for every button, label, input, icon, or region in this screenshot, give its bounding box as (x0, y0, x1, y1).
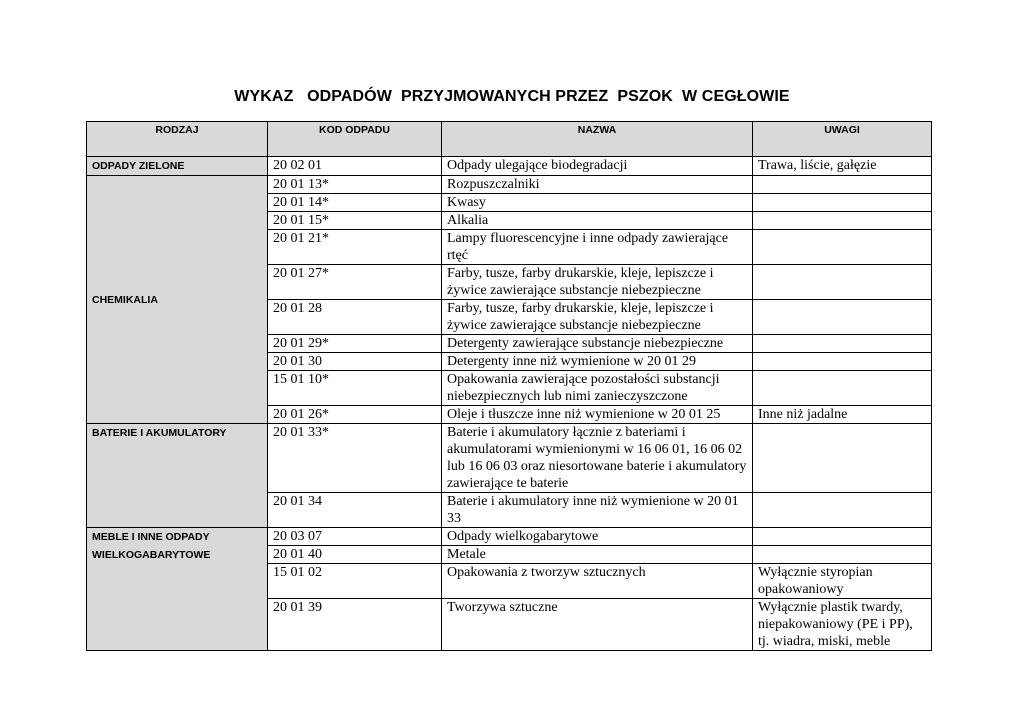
uwagi-cell: Wyłącznie styropian opakowaniowy (753, 564, 932, 599)
uwagi-cell (753, 493, 932, 528)
table-row (87, 176, 932, 194)
kod-cell: 15 01 10* (268, 371, 442, 406)
nazwa-cell: Odpady wielkogabarytowe (442, 528, 753, 546)
kod-cell: 20 01 15* (268, 212, 442, 230)
kod-cell: 20 01 40 (268, 546, 442, 564)
waste-table (86, 121, 932, 651)
kod-cell: 20 01 13* (268, 176, 442, 194)
nazwa-cell: Baterie i akumulatory łącznie z bateriami i akumulatorami wymienionymi w 16 06 01, 16 06 02 lub 16 06 03 oraz niesortowane baterie i akumulatory zawierające te baterie (442, 424, 753, 493)
uwagi-cell (753, 371, 932, 406)
nazwa-cell: Tworzywa sztuczne (442, 599, 753, 651)
kod-cell: 15 01 02 (268, 564, 442, 599)
table-row (87, 528, 932, 546)
uwagi-cell (753, 194, 932, 212)
kod-cell: 20 01 21* (268, 230, 442, 265)
nazwa-cell: Farby, tusze, farby drukarskie, kleje, lepiszcze i żywice zawierające substancje niebezpieczne (442, 265, 753, 300)
kod-cell: 20 03 07 (268, 528, 442, 546)
uwagi-cell (753, 335, 932, 353)
uwagi-cell (753, 176, 932, 194)
nazwa-cell: Oleje i tłuszcze inne niż wymienione w 20 01 25 (442, 406, 753, 424)
nazwa-cell: Rozpuszczalniki (442, 176, 753, 194)
kod-cell: 20 01 30 (268, 353, 442, 371)
table-row (87, 424, 932, 493)
nazwa-cell: Lampy fluorescencyjne i inne odpady zawierające rtęć (442, 230, 753, 265)
uwagi-cell (753, 424, 932, 493)
category-cell: BATERIE I AKUMULATORY (87, 424, 268, 528)
uwagi-cell (753, 265, 932, 300)
header-uwagi: UWAGI (753, 122, 932, 157)
kod-cell: 20 01 34 (268, 493, 442, 528)
uwagi-cell (753, 353, 932, 371)
header-rodzaj: RODZAJ (87, 122, 268, 157)
header-kod-odpadu: KOD ODPADU (268, 122, 442, 157)
uwagi-cell: Wyłącznie plastik twardy, niepakowaniowy (PE i PP), tj. wiadra, miski, meble (753, 599, 932, 651)
kod-cell: 20 01 26* (268, 406, 442, 424)
kod-cell: 20 01 39 (268, 599, 442, 651)
uwagi-cell (753, 212, 932, 230)
uwagi-cell (753, 528, 932, 546)
header-row (87, 122, 932, 157)
nazwa-cell: Baterie i akumulatory inne niż wymienione w 20 01 33 (442, 493, 753, 528)
kod-cell: 20 02 01 (268, 157, 442, 176)
category-cell: CHEMIKALIA (87, 176, 268, 424)
kod-cell: 20 01 33* (268, 424, 442, 493)
header-nazwa: NAZWA (442, 122, 753, 157)
uwagi-cell (753, 230, 932, 265)
kod-cell: 20 01 28 (268, 300, 442, 335)
nazwa-cell: Metale (442, 546, 753, 564)
nazwa-cell: Detergenty inne niż wymienione w 20 01 29 (442, 353, 753, 371)
kod-cell: 20 01 27* (268, 265, 442, 300)
uwagi-cell (753, 300, 932, 335)
nazwa-cell: Alkalia (442, 212, 753, 230)
nazwa-cell: Farby, tusze, farby drukarskie, kleje, lepiszcze i żywice zawierające substancje niebezpieczne (442, 300, 753, 335)
category-cell: MEBLE I INNE ODPADY WIELKOGABARYTOWE (87, 528, 268, 651)
nazwa-cell: Detergenty zawierające substancje niebezpieczne (442, 335, 753, 353)
uwagi-cell: Inne niż jadalne (753, 406, 932, 424)
page-title: WYKAZ ODPADÓW PRZYJMOWANYCH PRZEZ PSZOK W CEGŁOWIE (234, 88, 790, 105)
category-cell: ODPADY ZIELONE (87, 157, 268, 176)
nazwa-cell: Kwasy (442, 194, 753, 212)
nazwa-cell: Opakowania zawierające pozostałości substancji niebezpiecznych lub nimi zanieczyszczone (442, 371, 753, 406)
kod-cell: 20 01 29* (268, 335, 442, 353)
uwagi-cell (753, 546, 932, 564)
kod-cell: 20 01 14* (268, 194, 442, 212)
nazwa-cell: Opakowania z tworzyw sztucznych (442, 564, 753, 599)
uwagi-cell: Trawa, liście, gałęzie (753, 157, 932, 176)
table-row (87, 157, 932, 176)
nazwa-cell: Odpady ulegające biodegradacji (442, 157, 753, 176)
